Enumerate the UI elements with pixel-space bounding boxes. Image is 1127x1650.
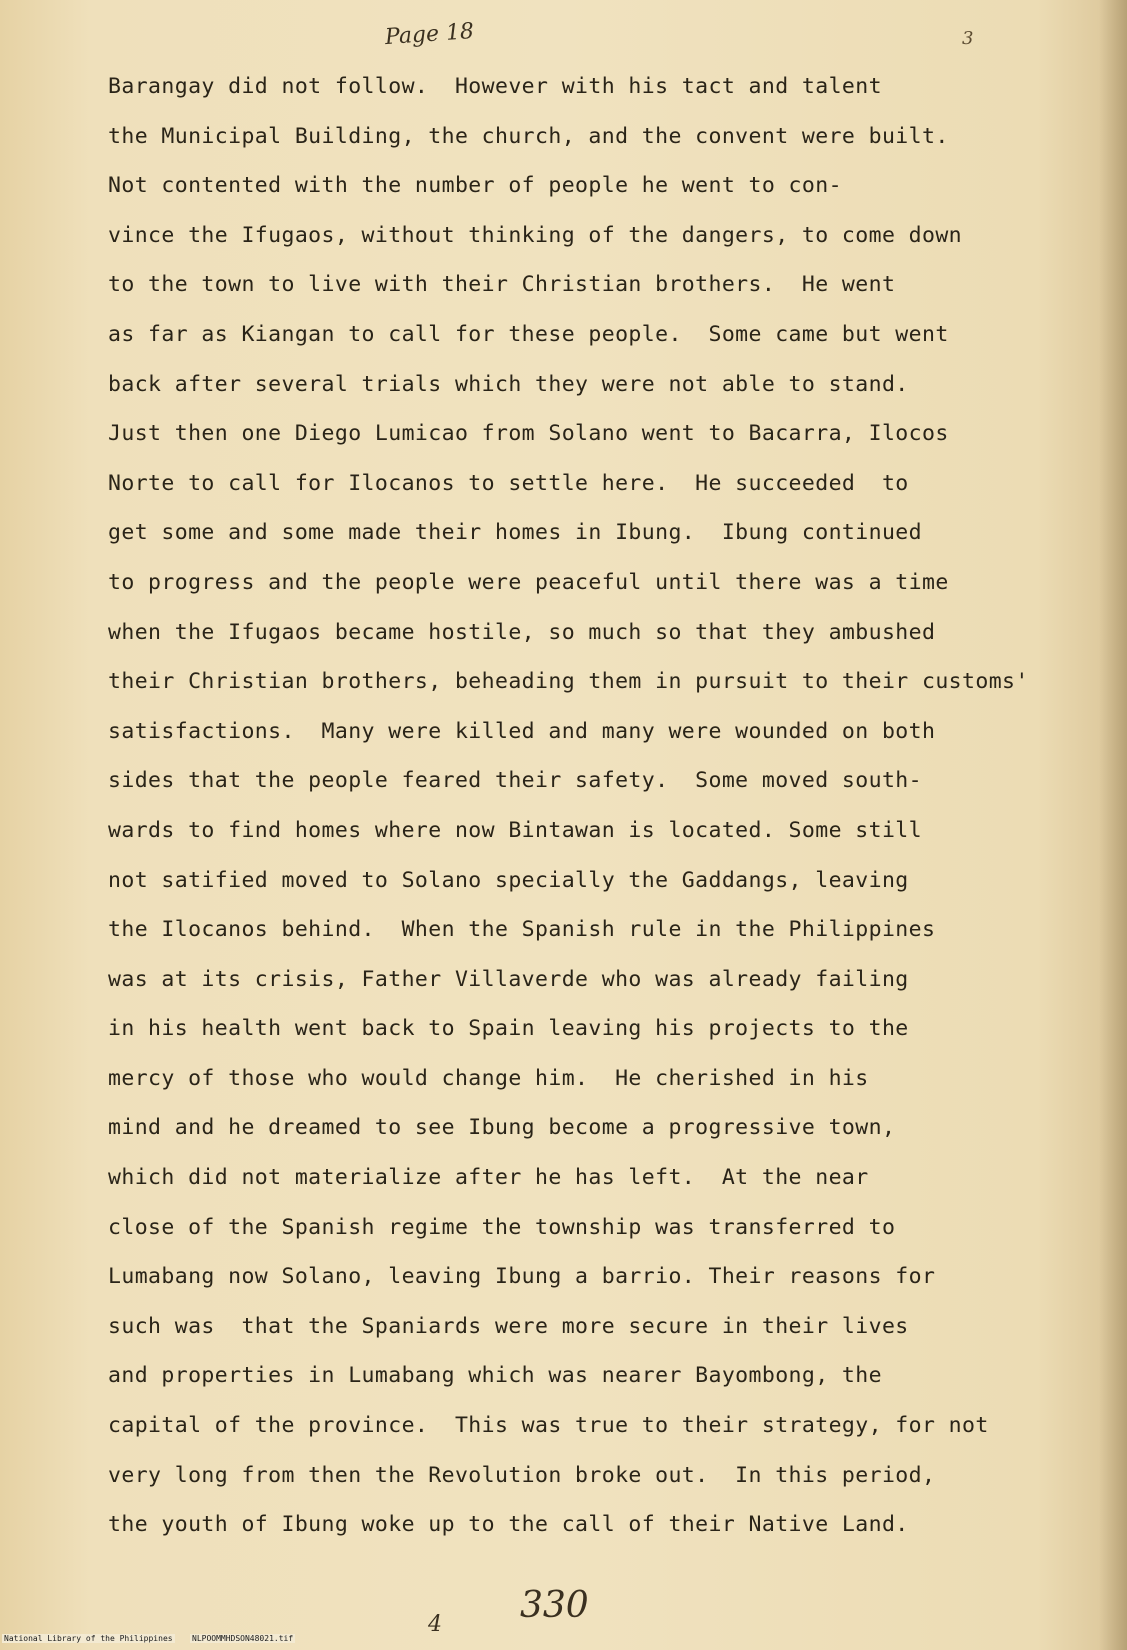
text-line: not satified moved to Solano specially the Gaddangs, leaving <box>108 867 909 893</box>
handwritten-page-number: 330 <box>520 1585 589 1626</box>
text-line: as far as Kiangan to call for these people. Some came but went <box>108 321 949 347</box>
text-line: wards to find homes where now Bintawan is located. Some still <box>108 817 922 843</box>
text-line: to the town to live with their Christian brothers. He went <box>108 272 896 298</box>
text-line: capital of the province. This was true to their strategy, for not <box>108 1413 989 1439</box>
text-line: the youth of Ibung woke up to the call of their Native Land. <box>108 1512 909 1538</box>
text-line: Just then one Diego Lumicao from Solano went to Bacarra, Ilocos <box>108 421 949 447</box>
text-line: the Ilocanos behind. When the Spanish rule in the Philippines <box>108 917 936 943</box>
text-line: Lumabang now Solano, leaving Ibung a barrio. Their reasons for <box>108 1264 936 1290</box>
corner-mark: 3 <box>962 28 974 49</box>
text-line: Barangay did not follow. However with his tact and talent <box>108 74 882 99</box>
text-line: Norte to call for Ilocanos to settle here. He succeeded to <box>108 470 909 496</box>
text-line: Not contented with the number of people he went to con- <box>108 173 842 199</box>
text-line: satisfactions. Many were killed and many were wounded on both <box>108 718 936 744</box>
page-edge-shadow <box>1099 0 1127 1650</box>
text-line: and properties in Lumabang which was nearer Bayombong, the <box>108 1363 882 1389</box>
scan-filename: NLPOOMMHDSON48021.tif <box>192 1634 294 1643</box>
text-line: sides that the people feared their safety. Some moved south- <box>108 768 922 794</box>
text-line: the Municipal Building, the church, and the convent were built. <box>108 123 949 149</box>
text-line: close of the Spanish regime the township was transferred to <box>108 1214 896 1240</box>
text-line: get some and some made their homes in Ibung. Ibung continued <box>108 520 922 546</box>
text-line: mercy of those who would change him. He cherished in his <box>108 1065 869 1091</box>
text-line: in his health went back to Spain leaving his projects to the <box>108 1016 909 1042</box>
text-line: back after several trials which they were not able to stand. <box>108 371 909 397</box>
typewritten-body <box>108 62 1068 1550</box>
text-line: vince the Ifugaos, without thinking of the dangers, to come down <box>108 222 963 248</box>
handwritten-page-label: Page 18 <box>384 18 475 51</box>
text-line: mind and he dreamed to see Ibung become a progressive town, <box>108 1115 896 1141</box>
text-line: their Christian brothers, beheading them in pursuit to their customs' <box>108 669 1029 695</box>
text-line: such was that the Spaniards were more secure in their lives <box>108 1313 909 1339</box>
text-line: was at its crisis, Father Villaverde who was already failing <box>108 966 909 992</box>
library-credit: National Library of the Philippines <box>4 1634 173 1643</box>
text-line: when the Ifugaos became hostile, so much so that they ambushed <box>108 619 936 645</box>
text-line: to progress and the people were peaceful until there was a time <box>108 569 949 595</box>
text-line: very long from then the Revolution broke out. In this period, <box>108 1462 936 1488</box>
handwritten-footer-mark: 4 <box>428 1612 442 1637</box>
text-line: which did not materialize after he has left. At the near <box>108 1165 869 1191</box>
